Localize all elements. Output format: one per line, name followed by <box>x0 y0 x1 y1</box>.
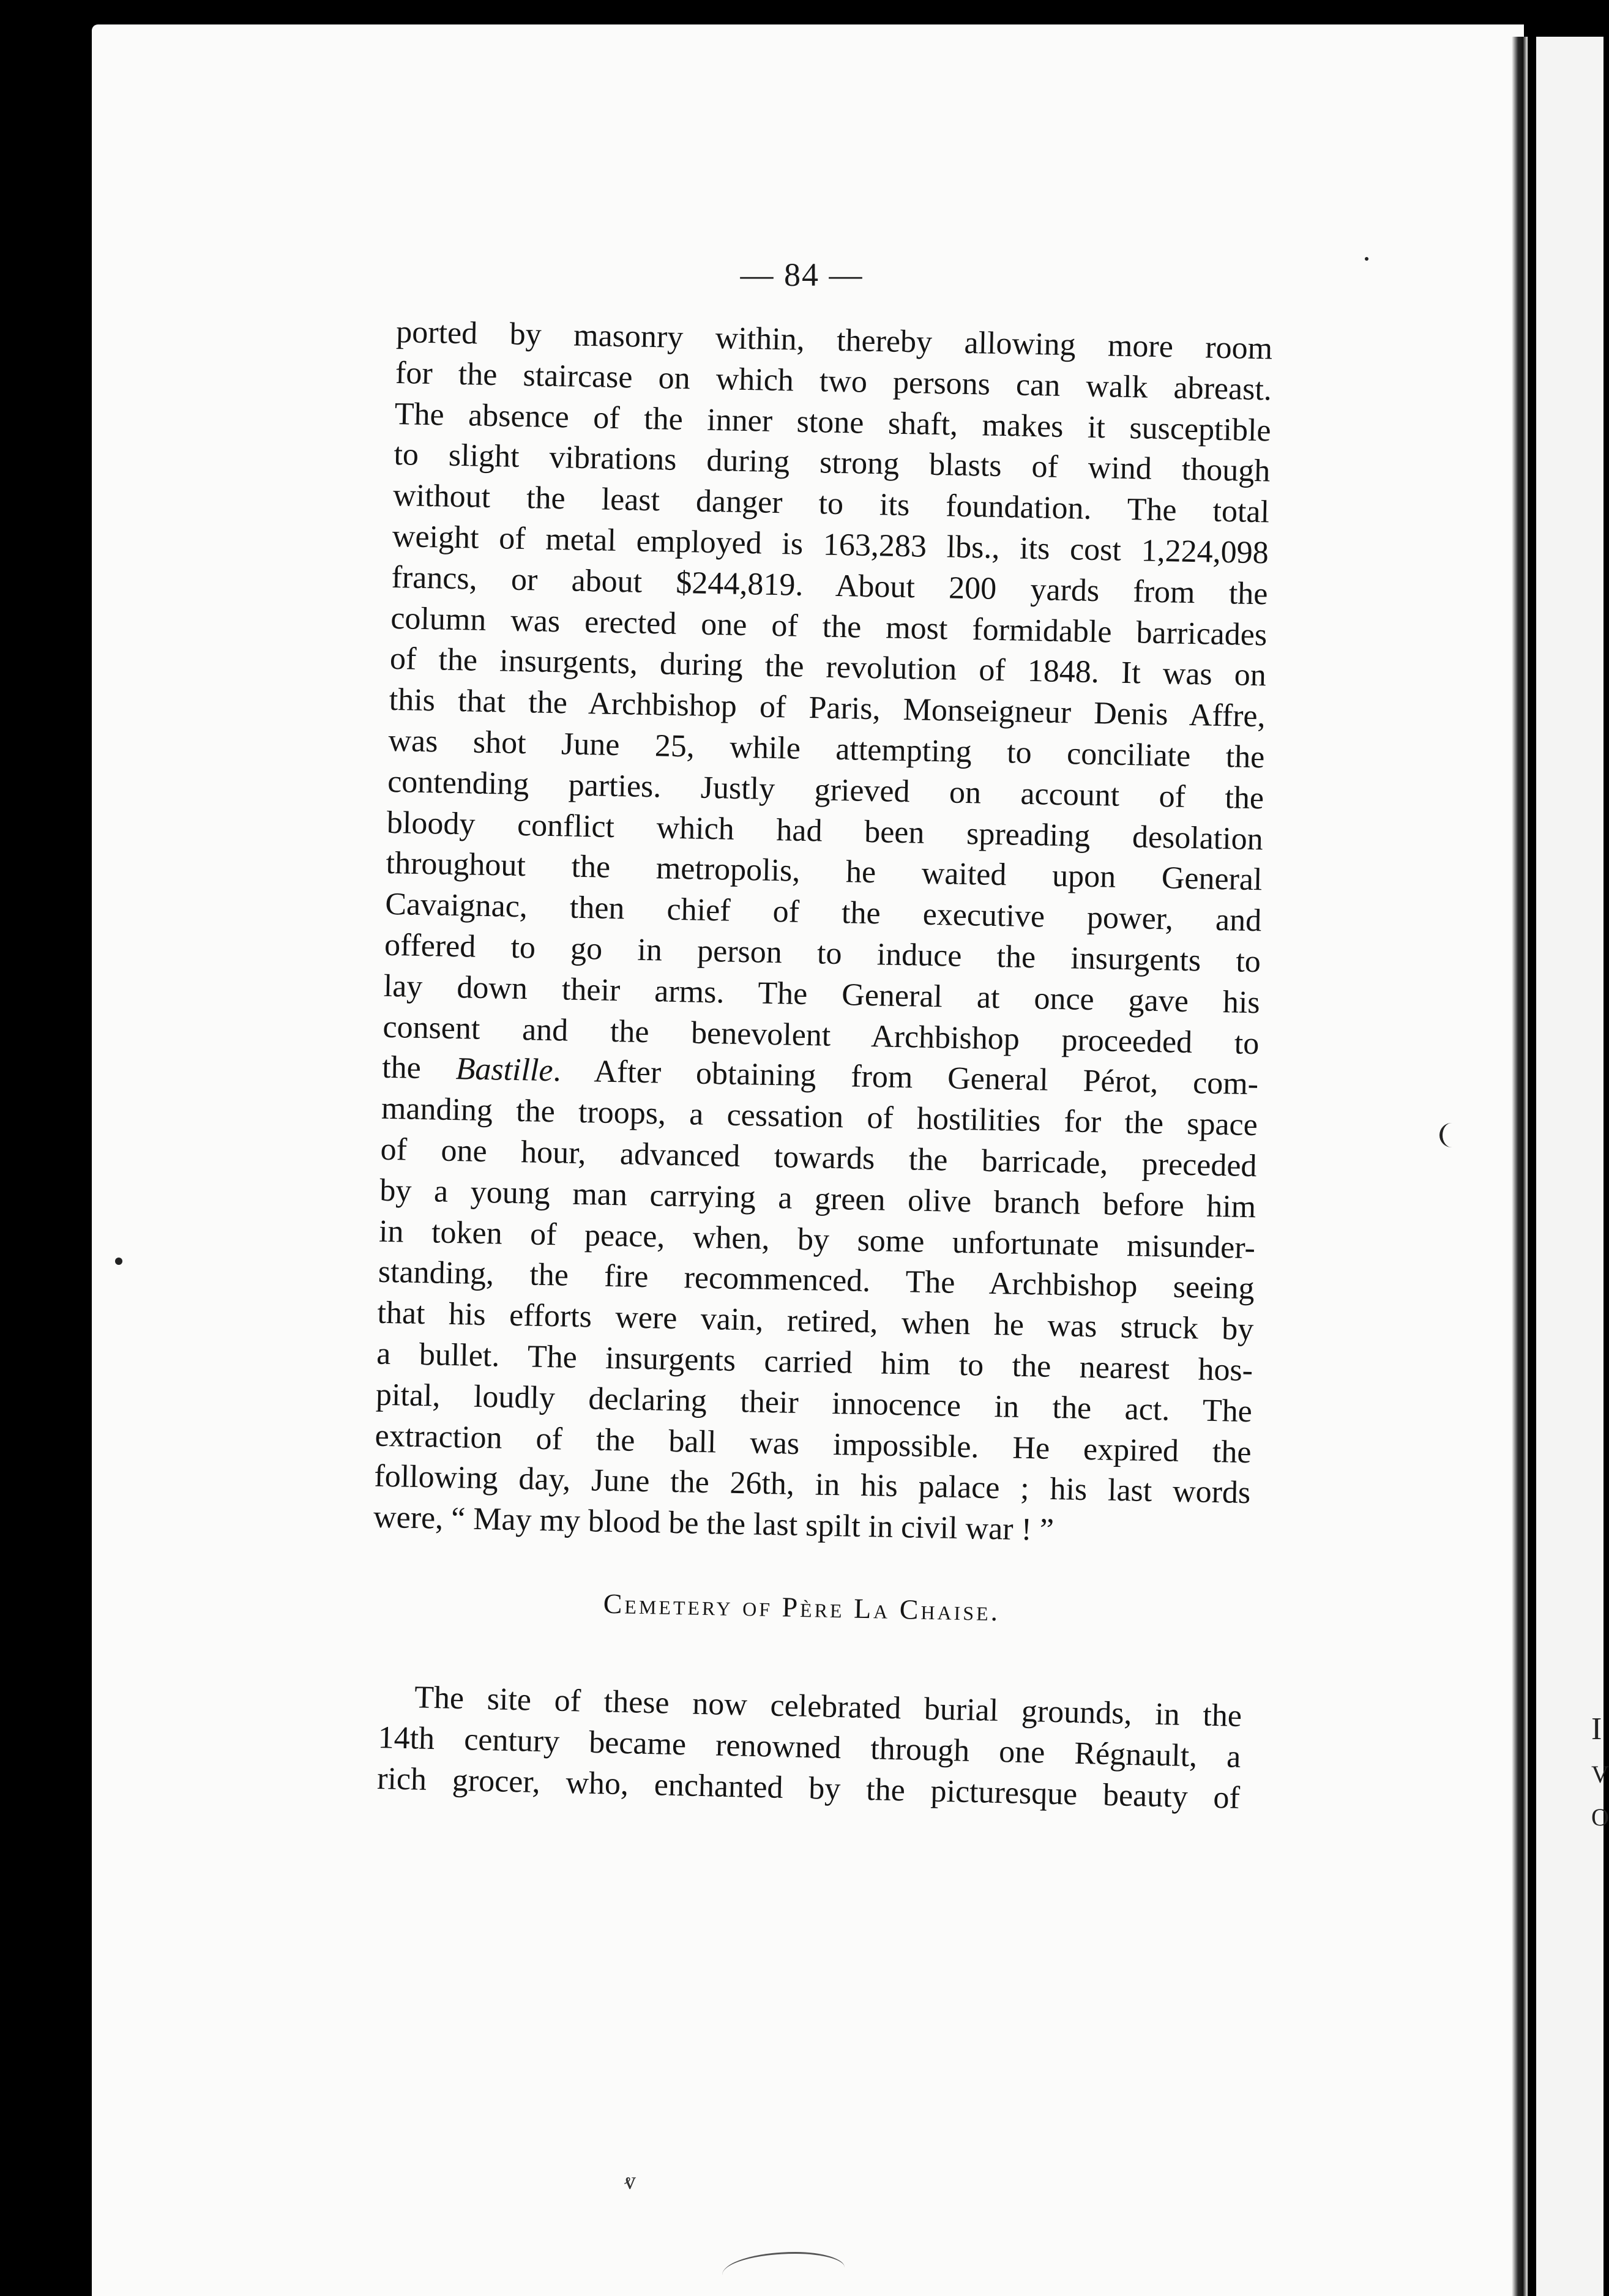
facing-page-letter: I <box>1591 1712 1602 1746</box>
text-line: Cavaignac, then chief of the executive power, and <box>384 886 1262 939</box>
text-line: in token of peace, when, by some unfortunate misunder- <box>378 1213 1256 1265</box>
text-line: francs, or about $244,819. About 200 yards from the <box>391 559 1268 612</box>
page-number: — 84 — <box>740 256 864 293</box>
scan-mark: ⱴ <box>624 2167 636 2194</box>
page-fold-shadow <box>1512 37 1528 2296</box>
text-line: this that the Archbishop of Paris, Monseigneur Denis Affre, <box>389 682 1266 734</box>
facing-page-letter: V <box>1591 1761 1609 1788</box>
italic-word: Bastille <box>455 1051 554 1089</box>
text-line: by a young man carrying a green olive branch before him <box>379 1172 1256 1224</box>
text-line: was shot June 25, while attempting to conciliate the <box>388 723 1265 775</box>
text-line: pital, loudly declaring their innocence in the act. The <box>375 1377 1253 1429</box>
text-line: consent and the benevolent Archbishop proceeded to <box>383 1009 1260 1061</box>
text-line: extraction of the ball was impossible. He expired the <box>375 1418 1252 1470</box>
text-line: following day, June the 26th, in his palace ; his last words <box>373 1458 1251 1511</box>
text-line: The absence of the inner stone shaft, makes it susceptible <box>394 396 1272 449</box>
scan-speck <box>115 1258 122 1265</box>
text-line: to slight vibrations during strong blasts of wind though <box>393 437 1271 489</box>
text-line: of the insurgents, during the revolution of 1848. It was on <box>389 641 1267 693</box>
text-line: weight of metal employed is 163,283 lbs., its cost 1,224,098 <box>392 518 1269 571</box>
paragraph-main <box>373 312 1273 1555</box>
text-line: ported by masonry within, thereby allowing more room <box>395 314 1273 367</box>
text-line: throughout the metropolis, he waited upon General <box>386 846 1263 898</box>
facing-page <box>1536 37 1603 2296</box>
text-line: manding the troops, a cessation of hostilities for the space <box>381 1090 1258 1143</box>
text-line: rich grocer, who, enchanted by the picturesque beauty of <box>376 1761 1241 1816</box>
text-line: contending parties. Justly grieved on account of the <box>387 764 1264 816</box>
text-line: standing, the fire recommenced. The Archbishop seeing <box>378 1254 1255 1306</box>
text-line: without the least danger to its foundation. The total <box>392 478 1270 530</box>
facing-page-letter: O <box>1591 1803 1609 1831</box>
text-line: The site of these now celebrated burial grounds, in the <box>414 1680 1242 1734</box>
text-line: were, “ May my blood be the last spilt in civil war ! ” <box>373 1499 1055 1548</box>
text-line: the Bastille. After obtaining from General Pérot, com- <box>381 1050 1259 1102</box>
text-line: of one hour, advanced towards the barricade, preceded <box>380 1131 1258 1184</box>
text-line: a bullet. The insurgents carried him to the nearest hos- <box>376 1336 1253 1388</box>
text-line: lay down their arms. The General at once gave his <box>383 968 1261 1021</box>
paragraph-cemetery <box>376 1677 1242 1819</box>
text-line: 14th century became renowned through one Régnault, a <box>378 1720 1242 1775</box>
text-line: column was erected one of the most formidable barricades <box>390 600 1267 652</box>
text-line: bloody conflict which had been spreading desolation <box>386 805 1264 857</box>
text-line: offered to go in person to induce the insurgents to <box>384 927 1261 980</box>
text-line: for the staircase on which two persons can walk abreast. <box>395 355 1272 408</box>
section-heading: Cemetery of Père La Chaise. <box>603 1587 1001 1627</box>
text-line: that his efforts were vain, retired, when he was struck by <box>377 1295 1254 1347</box>
